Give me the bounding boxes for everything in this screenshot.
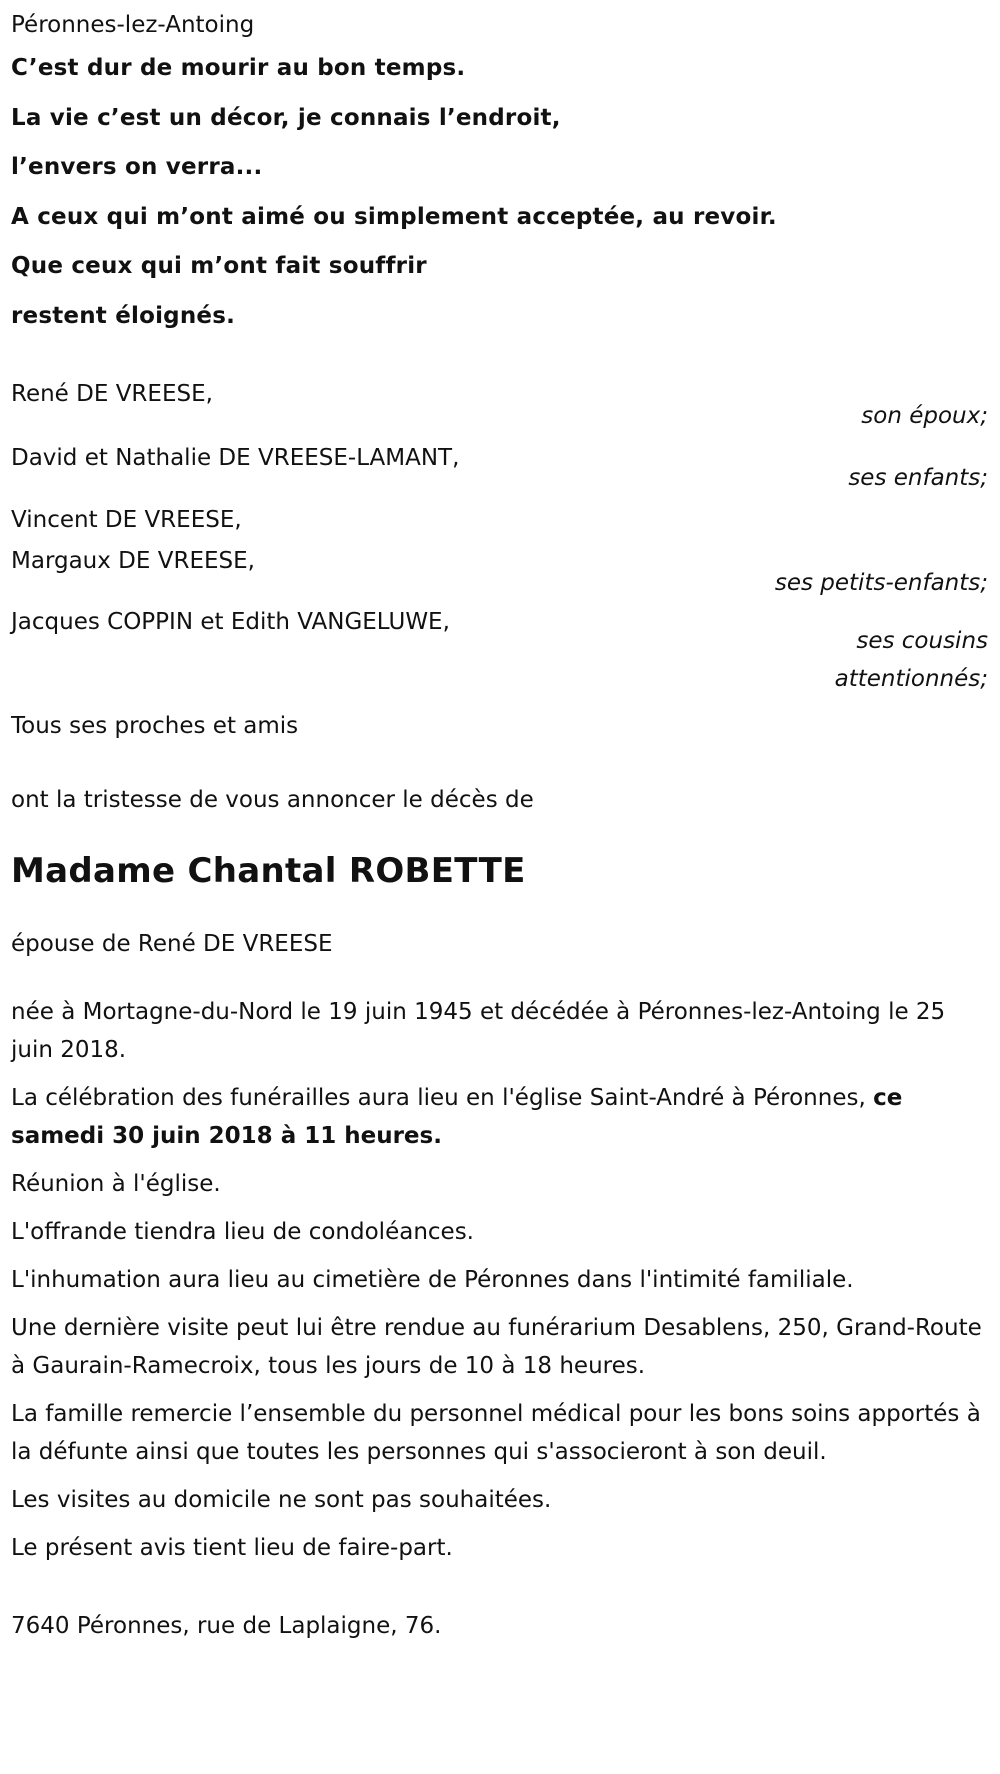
funeral-details — [11, 993, 988, 1567]
poem-line: C’est dur de mourir au bon temps. — [11, 55, 466, 81]
family-role: ses enfants; — [848, 465, 988, 491]
family-name: Vincent DE VREESE, — [11, 507, 242, 533]
poem — [11, 44, 988, 341]
family-name: David et Nathalie DE VREESE-LAMANT, — [11, 445, 460, 471]
announcement-text: ont la tristesse de vous annoncer le décès de — [11, 787, 534, 813]
poem-line: La vie c’est un décor, je connais l’endroit, — [11, 104, 561, 131]
family-names — [11, 500, 255, 582]
burial-info: L'inhumation aura lieu au cimetière de Péronnes dans l'intimité familiale. — [11, 1267, 854, 1293]
funeral-datetime: ce samedi 30 juin 2018 à 11 heures. — [11, 1085, 903, 1149]
home-address: 7640 Péronnes, rue de Laplaigne, 76. — [11, 1613, 442, 1639]
family-role-line: attentionnés; — [834, 666, 988, 692]
family-name: Margaux DE VREESE, — [11, 548, 255, 574]
family-group-grandchildren — [11, 500, 988, 603]
deceased-name: Madame Chantal ROBETTE — [11, 851, 526, 891]
family-names — [11, 603, 450, 641]
poem-line: restent éloignés. — [11, 302, 236, 329]
no-visits-info: Les visites au domicile ne sont pas souhaitées. — [11, 1487, 552, 1513]
offering-info: L'offrande tiendra lieu de condoléances. — [11, 1219, 474, 1245]
family-name: René DE VREESE, — [11, 381, 213, 407]
family-role-line: ses cousins — [856, 628, 988, 654]
family-names — [11, 439, 459, 477]
meeting-info: Réunion à l'église. — [11, 1171, 221, 1197]
family-group-spouse — [11, 375, 988, 439]
funeral-location: La célébration des funérailles aura lieu en l'église Saint-André à Péronnes, — [11, 1085, 874, 1111]
city-header: Péronnes-lez-Antoing — [11, 12, 255, 38]
relatives-and-friends: Tous ses proches et amis — [11, 713, 299, 739]
family-role: ses petits-enfants; — [774, 570, 988, 596]
family-group-children — [11, 439, 988, 500]
spouse-line: épouse de René DE VREESE — [11, 931, 333, 957]
last-visit-info: Une dernière visite peut lui être rendue au funérarium Desablens, 250, Grand-Route à Gaurain-Ramecroix, tous les jours de 10 à 18 heures. — [11, 1315, 982, 1379]
poem-line: l’envers on verra... — [11, 154, 263, 180]
family-group-cousins — [11, 603, 988, 707]
family-role: son époux; — [861, 403, 988, 429]
family-name: Jacques COPPIN et Edith VANGELUWE, — [11, 609, 450, 635]
thanks-info: La famille remercie l’ensemble du personnel médical pour les bons soins apportés à la défunte ainsi que toutes les personnes qui s'associeront à son deuil. — [11, 1401, 981, 1465]
poem-line: Que ceux qui m’ont fait souffrir — [11, 253, 427, 279]
poem-line: A ceux qui m’ont aimé ou simplement acceptée, au revoir. — [11, 203, 777, 230]
birth-death-info: née à Mortagne-du-Nord le 19 juin 1945 et décédée à Péronnes-lez-Antoing le 25 juin 2018. — [11, 999, 946, 1063]
family-list — [11, 375, 988, 745]
funeral-info — [11, 1079, 988, 1155]
family-role — [835, 622, 988, 698]
notice-info: Le présent avis tient lieu de faire-part. — [11, 1535, 453, 1561]
family-names — [11, 375, 213, 413]
